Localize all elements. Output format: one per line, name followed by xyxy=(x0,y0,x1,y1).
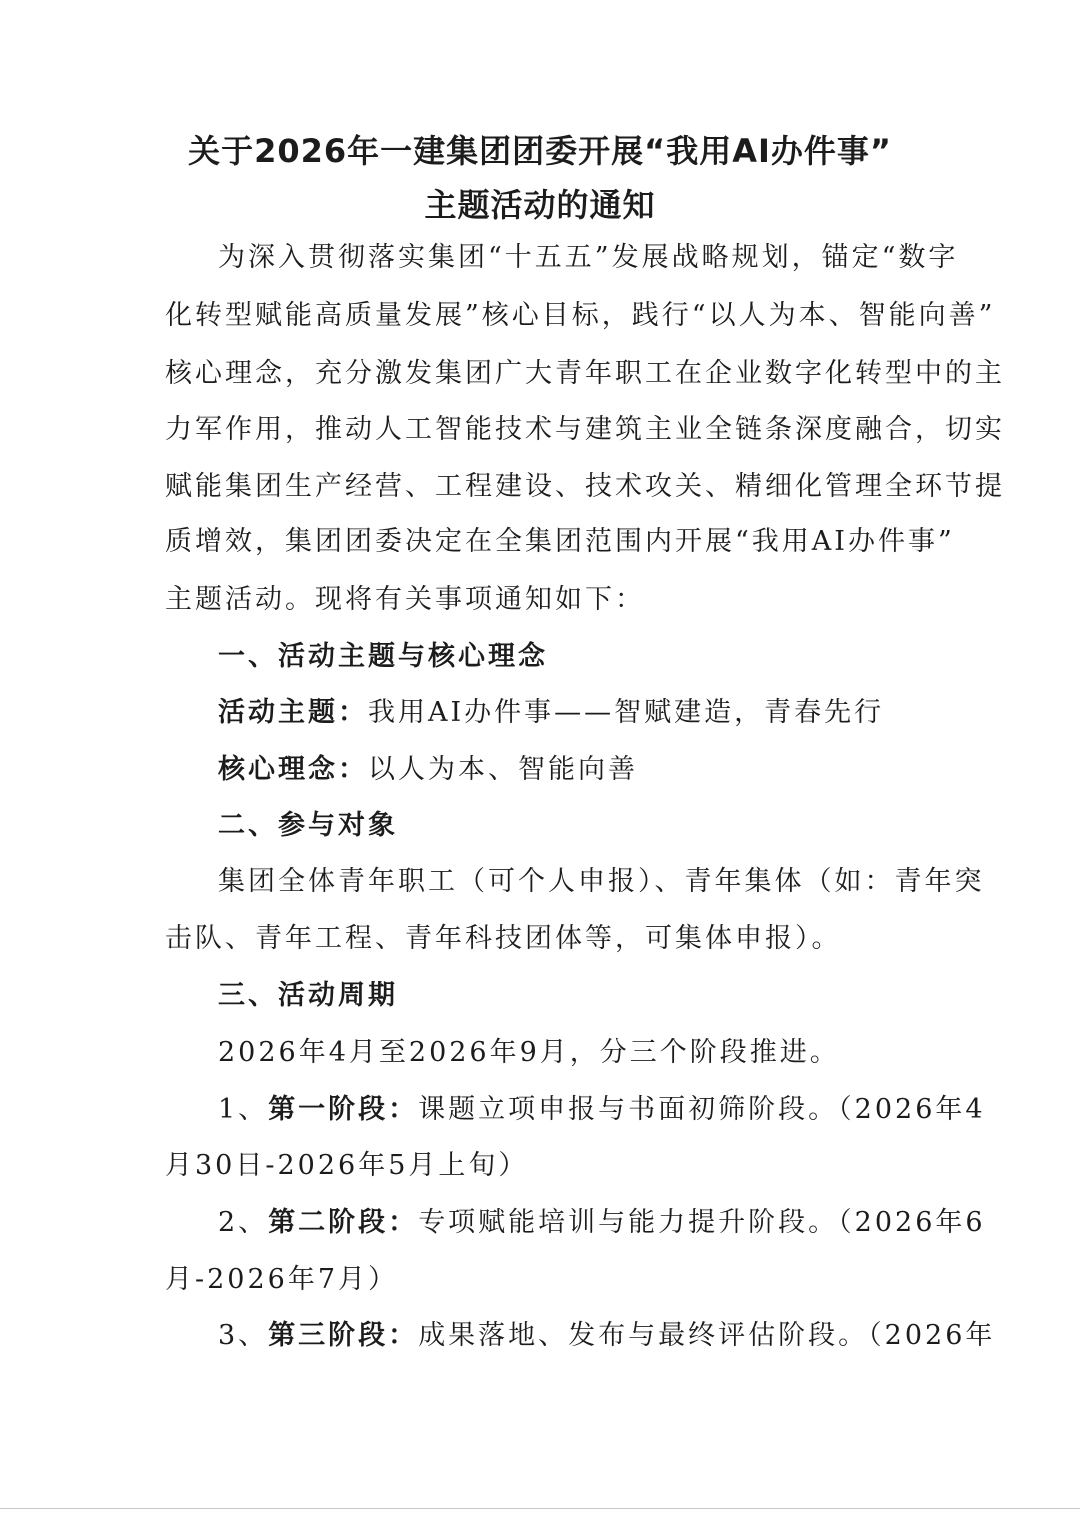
intro-line: 化转型赋能高质量发展”核心目标，践行“以人为本、智能向善” xyxy=(165,300,996,331)
stage-label: 第三阶段： xyxy=(268,1320,419,1351)
document-title-line-1: 关于2026年一建集团团委开展“我用AI办件事” xyxy=(188,132,892,170)
stage-line xyxy=(218,1203,986,1243)
stage-label: 第二阶段： xyxy=(268,1207,419,1238)
theme-label: 活动主题： xyxy=(218,697,368,728)
theme-line xyxy=(218,693,925,733)
section-heading-2: 二、参与对象 xyxy=(218,810,398,841)
intro-line: 质增效，集团团委决定在全集团范围内开展“我用AI办件事” xyxy=(165,526,955,557)
stage-continuation: 月-2026年7月） xyxy=(165,1264,399,1295)
stage-continuation: 月30日-2026年5月上旬） xyxy=(165,1150,529,1181)
stage-text: 成果落地、发布与最终评估阶段。（2026年 xyxy=(418,1320,996,1351)
intro-line: 力军作用，推动人工智能技术与建筑主业全链条深度融合，切实 xyxy=(165,414,1005,445)
stage-text: 课题立项申报与书面初筛阶段。（2026年4 xyxy=(418,1094,986,1125)
participants-line: 集团全体青年职工（可个人申报）、青年集体（如：青年突 xyxy=(218,866,985,897)
stage-number: 3、 xyxy=(218,1320,269,1351)
theme-text: 我用AI办件事——智赋建造，青春先行 xyxy=(368,697,885,728)
section-heading-3: 三、活动周期 xyxy=(218,980,398,1011)
stage-number: 1、 xyxy=(218,1094,269,1125)
intro-line: 为深入贯彻落实集团“十五五”发展战略规划，锚定“数字 xyxy=(218,242,959,273)
section-heading-1: 一、活动主题与核心理念 xyxy=(218,641,548,672)
intro-line: 赋能集团生产经营、工程建设、技术攻关、精细化管理全环节提 xyxy=(165,471,1005,502)
intro-line: 主题活动。现将有关事项通知如下： xyxy=(165,584,645,615)
period-summary: 2026年4月至2026年9月，分三个阶段推进。 xyxy=(218,1037,840,1068)
stage-line xyxy=(218,1316,996,1356)
stage-text: 专项赋能培训与能力提升阶段。（2026年6 xyxy=(418,1207,986,1238)
participants-line: 击队、青年工程、青年科技团体等，可集体申报）。 xyxy=(165,923,842,954)
document-title-line-2: 主题活动的通知 xyxy=(424,186,656,224)
concept-line xyxy=(218,750,925,790)
stage-label: 第一阶段： xyxy=(268,1094,419,1125)
concept-label: 核心理念： xyxy=(218,754,368,785)
stage-number: 2、 xyxy=(218,1207,269,1238)
concept-text: 以人为本、智能向善 xyxy=(368,754,638,785)
intro-line: 核心理念，充分激发集团广大青年职工在企业数字化转型中的主 xyxy=(165,358,1005,389)
page-bottom-edge xyxy=(0,1508,1080,1509)
stage-line xyxy=(218,1090,986,1130)
